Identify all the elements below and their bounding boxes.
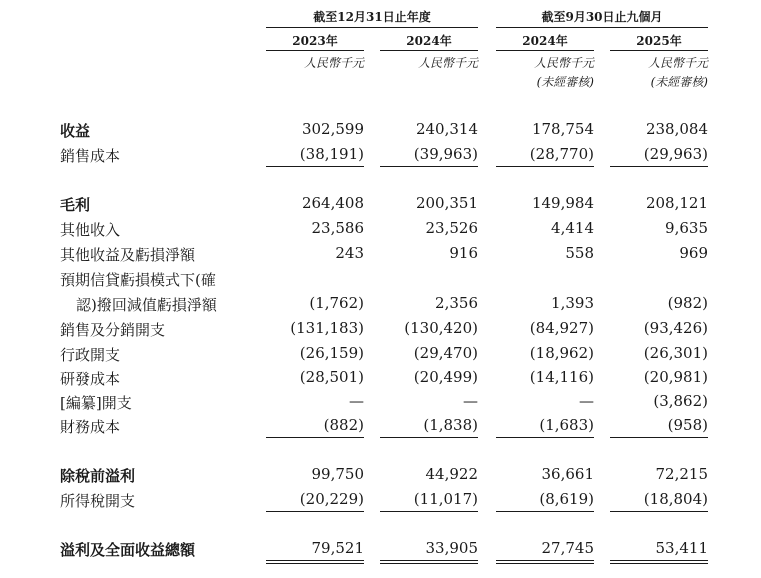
year-underline [496, 50, 594, 51]
cell-value: 238,084 [645, 120, 708, 138]
column-year-2024: 2024年 [406, 34, 452, 48]
cell-value: (29,470) [413, 344, 478, 362]
row-label-rnd-costs: 研發成本 [60, 370, 121, 388]
row-label-redacted-expenses: [編纂]開支 [60, 394, 132, 412]
cell-value: 4,414 [551, 219, 594, 237]
total-double-line [266, 563, 364, 564]
cell-value: (1,838) [423, 416, 478, 434]
subtotal-line [266, 166, 364, 167]
row-label-revenue: 收益 [60, 122, 91, 140]
row-label-total-comprehensive-income: 溢利及全面收益總額 [60, 541, 196, 559]
group-header-year-ended: 截至12月31日止年度 [313, 10, 431, 24]
cell-value: (84,927) [529, 319, 594, 337]
group-underline [266, 27, 478, 28]
cell-value: 27,745 [541, 539, 594, 557]
cell-value: (20,981) [643, 368, 708, 386]
subtotal-line [380, 166, 478, 167]
cell-value: 53,411 [655, 539, 708, 557]
cell-value: 36,661 [541, 465, 594, 483]
total-double-line [496, 563, 594, 564]
total-double-line [380, 563, 478, 564]
column-note-unaudited: (未經審核) [650, 75, 708, 89]
total-double-line [610, 563, 708, 564]
cell-value: 2,356 [435, 294, 478, 312]
row-label-cost-of-sales: 銷售成本 [60, 147, 121, 165]
subtotal-line [266, 437, 364, 438]
cell-value: (28,770) [529, 145, 594, 163]
subtotal-line [380, 511, 478, 512]
row-label-ecl-line2: 認)撥回減值虧損淨額 [76, 296, 217, 314]
cell-value: (29,963) [643, 145, 708, 163]
cell-value: (130,420) [404, 319, 478, 337]
cell-value: 558 [565, 244, 594, 262]
cell-value: (20,499) [413, 368, 478, 386]
cell-value: — [579, 392, 594, 410]
cell-value: (93,426) [643, 319, 708, 337]
row-label-other-income: 其他收入 [60, 221, 121, 239]
cell-value: (982) [667, 294, 708, 312]
subtotal-line [496, 166, 594, 167]
column-year-2023: 2023年 [292, 34, 338, 48]
row-label-gross-profit: 毛利 [60, 196, 91, 214]
subtotal-line [496, 437, 594, 438]
cell-value: 72,215 [655, 465, 708, 483]
column-unit: 人民幣千元 [303, 56, 364, 70]
cell-value: 33,905 [425, 539, 478, 557]
cell-value: 243 [335, 244, 364, 262]
cell-value: 9,635 [665, 219, 708, 237]
cell-value: (131,183) [290, 319, 364, 337]
group-header-nine-months: 截至9月30日止九個月 [541, 10, 663, 24]
cell-value: 23,526 [425, 219, 478, 237]
row-label-finance-costs: 財務成本 [60, 418, 121, 436]
row-label-ecl-line1: 預期信貸虧損模式下(確 [60, 271, 216, 289]
cell-value: 916 [449, 244, 478, 262]
column-unit: 人民幣千元 [417, 56, 478, 70]
cell-value: 23,586 [311, 219, 364, 237]
cell-value: — [349, 392, 364, 410]
column-note-unaudited: (未經審核) [536, 75, 594, 89]
subtotal-line [610, 511, 708, 512]
cell-value: 44,922 [425, 465, 478, 483]
cell-value: (882) [323, 416, 364, 434]
cell-value: (1,762) [309, 294, 364, 312]
cell-value: (18,962) [529, 344, 594, 362]
total-double-line [496, 560, 594, 561]
subtotal-line [610, 437, 708, 438]
cell-value: (26,301) [643, 344, 708, 362]
cell-value: 99,750 [311, 465, 364, 483]
cell-value: (28,501) [299, 368, 364, 386]
total-double-line [380, 560, 478, 561]
row-label-income-tax: 所得稅開支 [60, 492, 136, 510]
cell-value: 200,351 [415, 194, 478, 212]
cell-value: (18,804) [643, 490, 708, 508]
column-unit: 人民幣千元 [533, 56, 594, 70]
cell-value: (39,963) [413, 145, 478, 163]
cell-value: 969 [679, 244, 708, 262]
column-year-2025-nine: 2025年 [636, 34, 682, 48]
cell-value: 302,599 [301, 120, 364, 138]
subtotal-line [380, 437, 478, 438]
year-underline [610, 50, 708, 51]
cell-value: 178,754 [531, 120, 594, 138]
cell-value: (11,017) [413, 490, 478, 508]
cell-value: — [463, 392, 478, 410]
year-underline [380, 50, 478, 51]
row-label-other-gains-losses: 其他收益及虧損淨額 [60, 246, 196, 264]
subtotal-line [610, 166, 708, 167]
row-label-selling-distribution: 銷售及分銷開支 [60, 321, 166, 339]
year-underline [266, 50, 364, 51]
total-double-line [610, 560, 708, 561]
cell-value: 149,984 [531, 194, 594, 212]
cell-value: (958) [667, 416, 708, 434]
cell-value: (3,862) [653, 392, 708, 410]
column-unit: 人民幣千元 [647, 56, 708, 70]
cell-value: (26,159) [299, 344, 364, 362]
row-label-admin-expenses: 行政開支 [60, 346, 121, 364]
cell-value: 240,314 [415, 120, 478, 138]
cell-value: 208,121 [645, 194, 708, 212]
cell-value: (14,116) [529, 368, 594, 386]
cell-value: (38,191) [299, 145, 364, 163]
column-year-2024-nine: 2024年 [522, 34, 568, 48]
cell-value: 79,521 [311, 539, 364, 557]
cell-value: (8,619) [539, 490, 594, 508]
cell-value: (1,683) [539, 416, 594, 434]
total-double-line [266, 560, 364, 561]
cell-value: 264,408 [301, 194, 364, 212]
group-underline [496, 27, 708, 28]
subtotal-line [496, 511, 594, 512]
cell-value: (20,229) [299, 490, 364, 508]
subtotal-line [266, 511, 364, 512]
cell-value: 1,393 [551, 294, 594, 312]
row-label-profit-before-tax: 除稅前溢利 [60, 467, 136, 485]
